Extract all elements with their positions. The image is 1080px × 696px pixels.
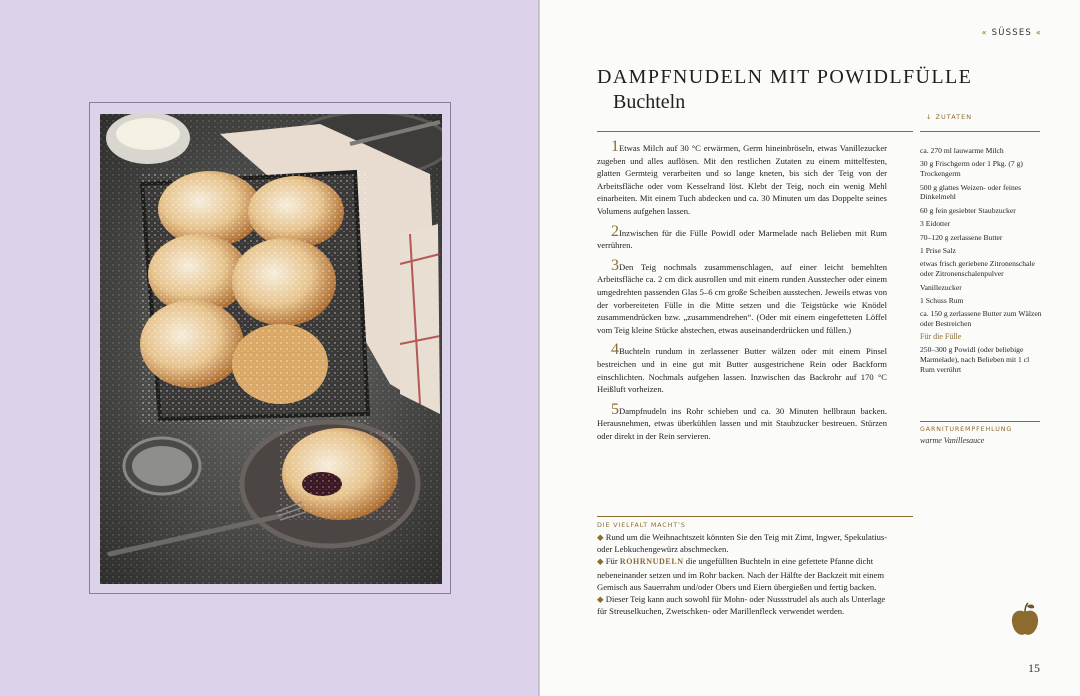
step-number: 5	[611, 400, 619, 418]
tip-highlight: ROHRNUDELN	[619, 557, 684, 567]
ingredient-item: 30 g Frischgerm oder 1 Pkg. (7 g) Trockengerm	[920, 159, 1023, 179]
garnish-rule	[920, 421, 1040, 422]
ingredients-heading-label: ZUTATEN	[935, 113, 973, 121]
section-tag-left-mark: «	[981, 28, 988, 37]
step-1	[597, 138, 887, 218]
tip-text: Für	[605, 556, 620, 567]
step-text: Dampfnudeln ins Rohr schieben und ca. 30 Minuten hellbraun backen. Herausnehmen, etwas überkühlen lassen und mit Staubzucker bestreuen. Stürzen oder direkt in der Rein servieren.	[597, 405, 887, 441]
section-tag	[982, 28, 1042, 38]
ingredient-item: 1 Schuss Rum	[920, 295, 964, 305]
right-page	[540, 0, 1080, 696]
page-number: 15	[1028, 661, 1040, 675]
tip-item	[597, 555, 889, 593]
ingredient-item: 500 g glattes Weizen- oder feines Dinkelmehl	[920, 182, 1022, 202]
garnish-heading: GARNITUREMPFEHLUNG	[920, 426, 1013, 433]
steps-list	[597, 138, 887, 451]
ingredients-heading	[926, 113, 972, 121]
ingredient-item: etwas frisch geriebene Zitronenschale oder Zitronenschalenpulver	[920, 259, 1035, 279]
step-5	[597, 400, 887, 443]
diamond-bullet-icon: ◆	[597, 556, 604, 567]
ingredient-item: 60 g fein gesiebter Staubzucker	[920, 205, 1016, 215]
step-3	[597, 256, 887, 337]
filling-heading: Für die Fülle	[920, 332, 962, 342]
diamond-bullet-icon: ◆	[597, 594, 604, 605]
tips-list	[597, 531, 889, 617]
title-rule	[597, 131, 913, 132]
ingredients-list	[920, 146, 1044, 378]
diamond-bullet-icon: ◆	[597, 532, 604, 542]
step-number: 1	[611, 138, 619, 155]
recipe-subtitle: Buchteln	[613, 91, 686, 113]
recipe-title: DAMPFNUDELN MIT POWIDLFÜLLE	[597, 66, 973, 88]
step-text: Den Teig nochmals zusammenschlagen, auf einer leicht bemehlten Arbeitsfläche ca. 2 cm dick ausrollen und mit einem runden Ausstecher oder einem umgedrehten passenden Glas 5–6 cm große Scheiben ausstechen. Jeweils etwas von der vorbereiteten Fülle in die Mitte setzen und die Teigstücke wie Knödel zusammendrücken bzw. „zusammendrehen“. (Oder mit einem eingefetteten Löffel vom Teig kleine Stücke abstechen, etwas auseinanderdrücken und füllen.)	[597, 261, 887, 335]
garnish-text: warme Vanillesauce	[920, 436, 985, 445]
ingredient-item: ca. 150 g zerlassene Butter zum Wälzen oder Bestreichen	[920, 309, 1042, 329]
step-number: 4	[611, 341, 619, 359]
ingredient-item: ca. 270 ml lauwarme Milch	[920, 146, 1004, 155]
section-tag-label: SÜSSES	[991, 28, 1032, 38]
tip-item	[597, 531, 889, 555]
down-arrow-icon: ↓	[926, 113, 933, 121]
ingredients-rule	[920, 131, 1040, 132]
apple-icon	[1010, 602, 1040, 638]
tips-heading: DIE VIELFALT MACHT’S	[597, 522, 686, 529]
section-tag-right-mark: «	[1035, 28, 1042, 37]
tip-text: Rund um die Weihnachtszeit könnten Sie den Teig mit Zimt, Ingwer, Spekulatius- oder Lebkuchengewürz abschmecken.	[597, 532, 888, 555]
tip-item	[597, 593, 889, 617]
photo-frame	[89, 102, 451, 594]
ingredient-item: 1 Prise Salz	[920, 245, 956, 255]
filling-item: 250–300 g Powidl (oder beliebige Marmelade), nach Belieben mit 1 cl Rum verrührt	[920, 345, 1030, 374]
step-2	[597, 222, 887, 252]
food-photo	[100, 114, 442, 584]
ingredient-item: 3 Eidotter	[920, 219, 951, 229]
ingredient-item: 70–120 g zerlassene Butter	[920, 232, 1003, 242]
tips-rule	[597, 516, 913, 517]
step-text: Inzwischen für die Fülle Powidl oder Marmelade nach Belieben mit Rum verrühren.	[597, 227, 887, 251]
step-text: Buchteln rundum in zerlassener Butter wälzen oder mit einem Pinsel bestreichen und in eine gut mit Butter ausgestrichene Rein oder Backform einschlichten. Nochmals aufgehen lassen. Inzwischen das Backrohr auf 170 °C Heißluft vorheizen.	[597, 346, 887, 395]
step-4	[597, 341, 887, 395]
step-number: 2	[611, 222, 619, 240]
tip-text-continued: die ungefüllten Buchteln in eine gefettete Pfanne dicht nebeneinander setzen und im Rohr backen. Nach der Hälfte der Backzeit mit einem Gemisch aus Sauerrahm und/oder Obers und Eiern übergießen und fertig backen.	[597, 556, 885, 592]
ingredient-item: Vanillezucker	[920, 282, 962, 292]
step-text: Etwas Milch auf 30 °C erwärmen, Germ hineinbröseln, etwas Vanillezucker zugeben und alles auflösen. Mit den restlichen Zutaten zu einem mittelfesten, glatten Germteig verarbeiten und so lange kneten, bis sich der Teig von der Arbeitsfläche oder vom Kesselrand löst. Klebt der Teig, noch ein wenig Mehl einarbeiten. Mit einem Tuch abdecken und ca. 30 Minuten um das Doppelte seines Volumens aufgehen lassen.	[597, 143, 887, 216]
tip-text: Dieser Teig kann auch sowohl für Mohn- oder Nussstrudel als auch als Unterlage für Streuselkuchen, Zwetschken- oder Marillenfleck verwendet werden.	[597, 594, 886, 617]
step-number: 3	[611, 256, 619, 274]
